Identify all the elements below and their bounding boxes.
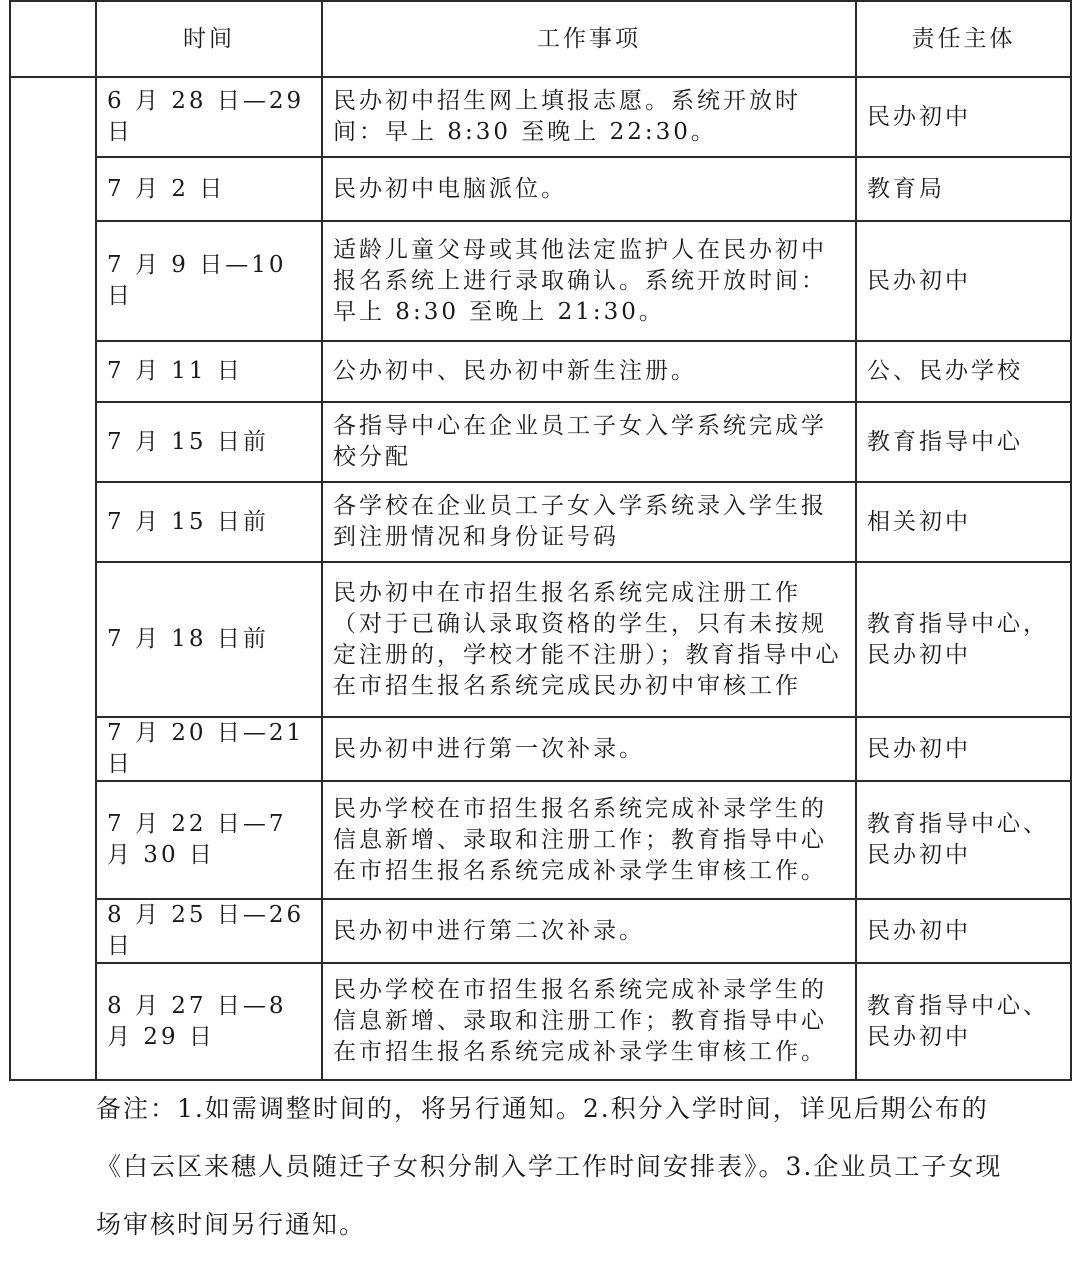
row-time: 7 月 20 日—21 日 bbox=[96, 717, 322, 781]
row-time: 8 月 27 日—8 月 29 日 bbox=[96, 963, 322, 1080]
table-row bbox=[10, 341, 1071, 402]
row-time: 7 月 18 日前 bbox=[96, 562, 322, 717]
table-row bbox=[10, 562, 1071, 717]
row-task: 民办初中进行第一次补录。 bbox=[322, 717, 856, 781]
row-task: 公办初中、民办初中新生注册。 bbox=[322, 341, 856, 402]
row-owner: 民办初中 bbox=[856, 717, 1071, 781]
schedule-table bbox=[9, 0, 1072, 1081]
row-owner: 相关初中 bbox=[856, 482, 1071, 562]
table-row bbox=[10, 77, 1071, 157]
row-owner: 教育局 bbox=[856, 157, 1071, 221]
row-task: 民办学校在市招生报名系统完成补录学生的信息新增、录取和注册工作；教育指导中心在市招生报名系统完成补录学生审核工作。 bbox=[322, 781, 856, 899]
table-row bbox=[10, 482, 1071, 562]
table-row bbox=[10, 899, 1071, 963]
row-task: 各指导中心在企业员工子女入学系统完成学校分配 bbox=[322, 402, 856, 482]
row-time: 6 月 28 日—29 日 bbox=[96, 77, 322, 157]
left-blank-column bbox=[10, 77, 96, 1080]
row-task: 民办学校在市招生报名系统完成补录学生的信息新增、录取和注册工作；教育指导中心在市招生报名系统完成补录学生审核工作。 bbox=[322, 963, 856, 1080]
row-task: 适龄儿童父母或其他法定监护人在民办初中报名系统上进行录取确认。系统开放时间：早上 8:30 至晚上 21:30。 bbox=[322, 221, 856, 341]
table-row bbox=[10, 157, 1071, 221]
row-owner: 教育指导中心，民办初中 bbox=[856, 562, 1071, 717]
table-row bbox=[10, 781, 1071, 899]
row-time: 7 月 22 日—7 月 30 日 bbox=[96, 781, 322, 899]
row-time: 8 月 25 日—26 日 bbox=[96, 899, 322, 963]
row-time: 7 月 11 日 bbox=[96, 341, 322, 402]
header-row bbox=[10, 1, 1071, 77]
row-task: 民办初中进行第二次补录。 bbox=[322, 899, 856, 963]
header-blank-cell bbox=[10, 1, 96, 77]
row-task: 各学校在企业员工子女入学系统录入学生报到注册情况和身份证号码 bbox=[322, 482, 856, 562]
row-task: 民办初中招生网上填报志愿。系统开放时间：早上 8:30 至晚上 22:30。 bbox=[322, 77, 856, 157]
row-time: 7 月 2 日 bbox=[96, 157, 322, 221]
table-row bbox=[10, 221, 1071, 341]
header-time: 时间 bbox=[96, 1, 322, 77]
row-owner: 教育指导中心 bbox=[856, 402, 1071, 482]
table-header bbox=[10, 1, 1071, 77]
row-owner: 教育指导中心、民办初中 bbox=[856, 781, 1071, 899]
row-owner: 民办初中 bbox=[856, 77, 1071, 157]
header-owner: 责任主体 bbox=[856, 1, 1071, 77]
footnote: 备注：1.如需调整时间的，将另行通知。2.积分入学时间，详见后期公布的《白云区来穗人员随迁子女积分制入学工作时间安排表》。3.企业员工子女现场审核时间另行通知。 bbox=[96, 1094, 1003, 1239]
table-row bbox=[10, 402, 1071, 482]
row-owner: 民办初中 bbox=[856, 899, 1071, 963]
row-task: 民办初中电脑派位。 bbox=[322, 157, 856, 221]
row-owner: 教育指导中心、民办初中 bbox=[856, 963, 1071, 1080]
row-task: 民办初中在市招生报名系统完成注册工作（对于已确认录取资格的学生，只有未按规定注册的，学校才能不注册）；教育指导中心在市招生报名系统完成民办初中审核工作 bbox=[322, 562, 856, 717]
row-owner: 公、民办学校 bbox=[856, 341, 1071, 402]
row-owner: 民办初中 bbox=[856, 221, 1071, 341]
row-time: 7 月 9 日—10 日 bbox=[96, 221, 322, 341]
table-body bbox=[10, 77, 1071, 1080]
row-time: 7 月 15 日前 bbox=[96, 482, 322, 562]
table-row bbox=[10, 717, 1071, 781]
table-row bbox=[10, 963, 1071, 1080]
row-time: 7 月 15 日前 bbox=[96, 402, 322, 482]
header-task: 工作事项 bbox=[322, 1, 856, 77]
